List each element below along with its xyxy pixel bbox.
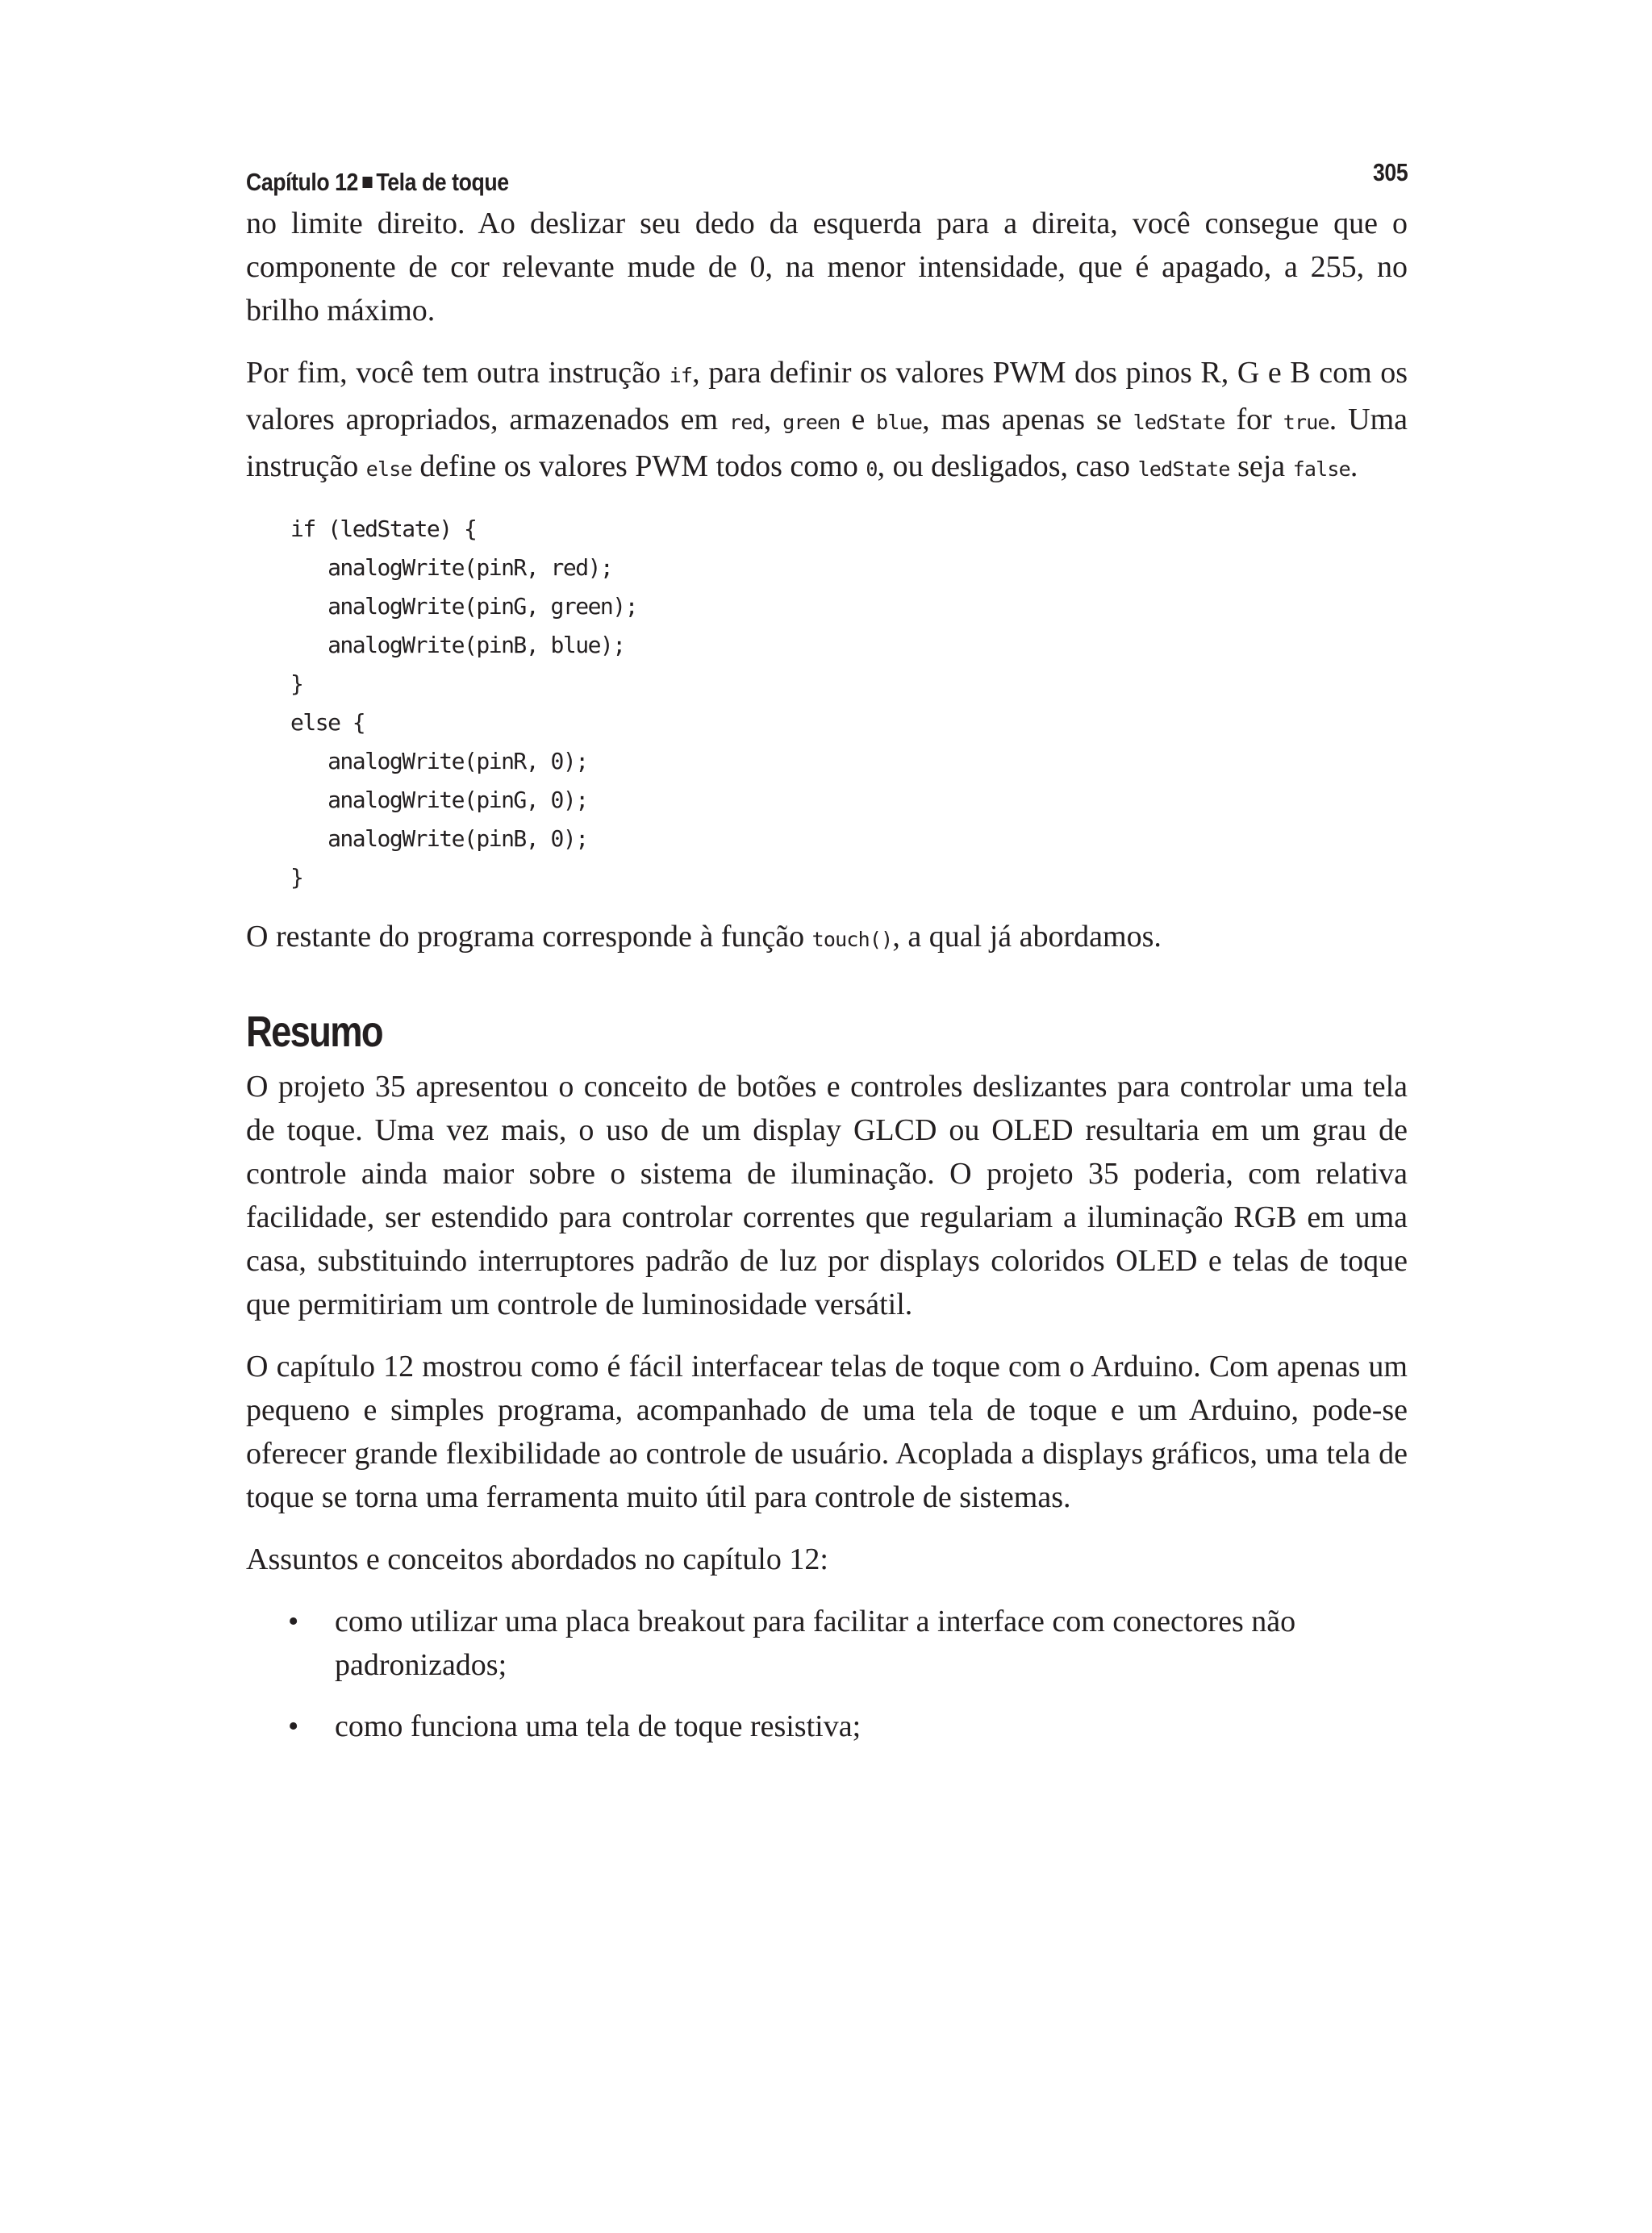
bullet-icon: •	[288, 1605, 299, 1638]
text-fragment: , ou desligados, caso	[877, 449, 1138, 483]
inline-code: blue	[876, 411, 923, 434]
page-number: 305	[1372, 158, 1408, 186]
text-fragment: .	[1350, 449, 1358, 483]
text-fragment: , a qual já abordamos.	[892, 920, 1162, 954]
code-line: analogWrite(pinR, red);	[290, 554, 613, 581]
square-separator-icon	[362, 177, 372, 188]
inline-code: green	[782, 411, 841, 434]
code-line: if (ledState) {	[290, 515, 477, 542]
inline-code: false	[1292, 457, 1350, 481]
bullet-icon: •	[288, 1709, 299, 1743]
code-line: analogWrite(pinG, 0);	[290, 787, 588, 813]
topics-list	[246, 1600, 1408, 1748]
inline-code: ledState	[1137, 457, 1230, 481]
code-line: }	[290, 864, 303, 891]
page-body	[246, 202, 1408, 1748]
paragraph-intro-2	[246, 351, 1408, 491]
list-item-text: como utilizar uma placa breakout para facilitar a interface com conectores não padronizados;	[335, 1605, 1296, 1682]
text-fragment: . Uma instrução	[246, 403, 1408, 483]
text-fragment: for	[1224, 403, 1283, 436]
paragraph-summary-3: Assuntos e conceitos abordados no capítulo 12:	[246, 1542, 828, 1576]
text-fragment: ,	[763, 403, 783, 436]
code-line: analogWrite(pinB, 0);	[290, 825, 588, 852]
code-line: }	[290, 670, 303, 697]
text-fragment: O restante do programa corresponde à função	[246, 920, 812, 954]
text-fragment: , para definir os valores PWM dos pinos R, G e B com os valores apropriados, armazenados em	[246, 356, 1408, 436]
inline-code: touch()	[811, 928, 893, 951]
section-title: Resumo	[246, 1008, 382, 1056]
text-fragment: define os valores PWM todos como	[411, 449, 866, 483]
list-item	[246, 1705, 1408, 1748]
code-line: analogWrite(pinR, 0);	[290, 748, 588, 774]
text-fragment: Por fim, você tem outra instrução	[246, 356, 670, 390]
running-header	[246, 158, 1408, 202]
chapter-prefix: Capítulo 12	[246, 168, 358, 196]
text-fragment: e	[840, 403, 877, 436]
inline-code: 0	[866, 457, 878, 481]
code-line: analogWrite(pinB, blue);	[290, 632, 625, 658]
paragraph-after-code	[246, 915, 1408, 962]
inline-code: if	[669, 364, 693, 387]
inline-code: true	[1283, 411, 1329, 434]
text-fragment: seja	[1229, 449, 1293, 483]
list-item	[246, 1600, 1408, 1687]
paragraph-intro-1: no limite direito. Ao deslizar seu dedo da esquerda para a direita, você consegue que o componente de cor relevante mude de 0, na menor intensidade, que é apagado, a 255, no brilho máximo.	[246, 207, 1408, 328]
text-fragment: , mas apenas se	[922, 403, 1133, 436]
code-listing	[290, 510, 1408, 897]
code-line: else {	[290, 709, 365, 736]
chapter-heading	[246, 168, 509, 197]
paragraph-summary-1: O projeto 35 apresentou o conceito de botões e controles deslizantes para controlar uma tela de toque. Uma vez mais, o uso de um display GLCD ou OLED resultaria em um grau de controle ainda maior sobre o sistema de iluminação. O projeto 35 poderia, com relativa facilidade, ser estendido para controlar correntes que regulariam a iluminação RGB em uma casa, substituindo interruptores padrão de luz por displays coloridos OLED e telas de toque que permitiriam um controle de luminosidade versátil.	[246, 1070, 1408, 1321]
list-item-text: como funciona uma tela de toque resistiva;	[335, 1709, 861, 1743]
chapter-title: Tela de toque	[376, 168, 509, 196]
inline-code: else	[365, 457, 412, 481]
paragraph-summary-2: O capítulo 12 mostrou como é fácil interfacear telas de toque com o Arduino. Com apenas um pequeno e simples programa, acompanhado de uma tela de toque e um Arduino, pode-se oferecer grande flexibilidade ao controle de usuário. Acoplada a displays gráficos, uma tela de toque se torna uma ferramenta muito útil para controle de sistemas.	[246, 1350, 1408, 1514]
inline-code: red	[729, 411, 764, 434]
code-line: analogWrite(pinG, green);	[290, 593, 638, 620]
inline-code: ledState	[1133, 411, 1225, 434]
book-page	[246, 158, 1408, 1766]
